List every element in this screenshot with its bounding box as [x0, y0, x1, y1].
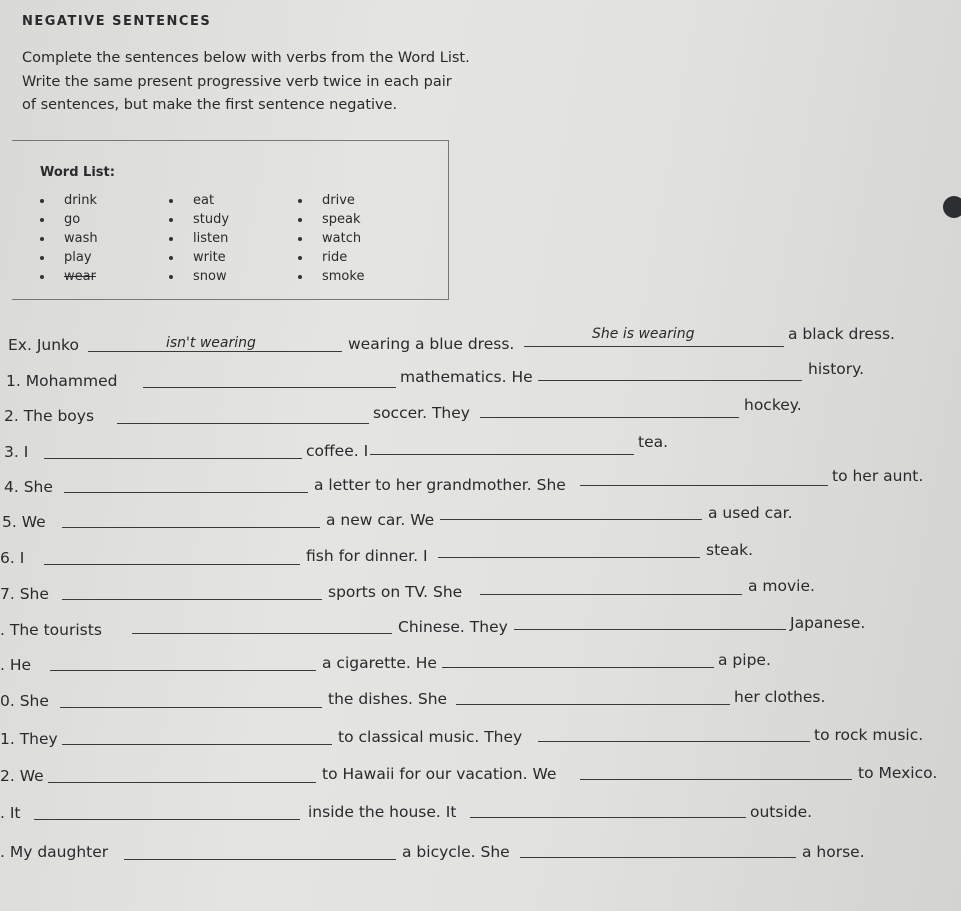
answer-blank[interactable]: [34, 819, 300, 820]
sentence-end: a pipe.: [718, 651, 771, 669]
sentence-mid: Chinese. They: [398, 618, 508, 636]
answer-blank[interactable]: [456, 704, 730, 705]
example-end-text: a black dress.: [788, 325, 895, 343]
sentence-start: . It: [0, 804, 21, 822]
answer-blank[interactable]: [524, 346, 784, 347]
answer-blank[interactable]: [470, 817, 746, 818]
answer-blank[interactable]: [514, 629, 786, 630]
answer-blank[interactable]: [580, 485, 828, 486]
sentence-start: 2. We: [0, 767, 44, 785]
answer-blank[interactable]: [62, 527, 320, 528]
instruction-line-3: of sentences, but make the first sentence negative.: [22, 97, 398, 113]
answer-blank[interactable]: [117, 423, 369, 424]
sentence-mid: inside the house. It: [308, 803, 457, 821]
instruction-line-2: Write the same present progressive verb twice in each pair: [22, 74, 452, 90]
word-item: go: [40, 212, 80, 227]
answer-blank[interactable]: [480, 417, 739, 418]
sentence-mid: a new car. We: [326, 511, 435, 529]
sentence-mid: coffee. I: [306, 442, 369, 460]
answer-blank[interactable]: [143, 387, 396, 388]
sentence-end: Japanese.: [790, 614, 866, 632]
sentence-start: 1. Mohammed: [6, 372, 118, 390]
word-item: play: [40, 250, 92, 265]
word-list-heading: Word List:: [40, 165, 115, 180]
word-item: listen: [169, 231, 228, 246]
sentence-mid: to Hawaii for our vacation. We: [322, 765, 557, 783]
sentence-mid: mathematics. He: [400, 368, 533, 386]
word-item-crossed: wear: [40, 269, 96, 284]
answer-blank[interactable]: [520, 857, 796, 858]
answer-blank[interactable]: [538, 741, 810, 742]
answer-blank[interactable]: [370, 454, 634, 455]
example-answer-2: She is wearing: [592, 326, 695, 342]
sentence-start: 3. I: [4, 443, 29, 461]
word-item: smoke: [298, 269, 364, 284]
sentence-end: tea.: [638, 433, 669, 451]
answer-blank[interactable]: [124, 859, 396, 860]
sentence-mid: to classical music. They: [338, 728, 523, 746]
sentence-mid: a letter to her grandmother. She: [314, 476, 566, 494]
sentence-start: . My daughter: [0, 843, 109, 861]
sentence-end: a used car.: [708, 504, 793, 522]
sentence-end: outside.: [750, 803, 813, 821]
answer-blank[interactable]: [64, 492, 308, 493]
sentence-end: history.: [808, 360, 865, 378]
sentence-start: 0. She: [0, 692, 49, 710]
word-item: wash: [40, 231, 98, 246]
answer-blank[interactable]: [50, 670, 316, 671]
example-answer-1: isn't wearing: [166, 335, 256, 351]
sentence-end: a horse.: [802, 843, 865, 861]
example-mid-text: wearing a blue dress.: [348, 335, 515, 353]
instruction-line-1: Complete the sentences below with verbs from the Word List.: [22, 50, 470, 66]
answer-blank[interactable]: [44, 458, 302, 459]
sentence-start: 7. She: [0, 585, 49, 603]
sentence-end: hockey.: [744, 396, 802, 414]
answer-blank[interactable]: [44, 564, 300, 565]
sentence-end: a movie.: [748, 577, 815, 595]
sentence-end: to Mexico.: [858, 764, 938, 782]
word-item: ride: [298, 250, 347, 265]
word-item: snow: [169, 269, 227, 284]
word-item: study: [169, 212, 229, 227]
sentence-start: . The tourists: [0, 621, 102, 639]
sentence-mid: a cigarette. He: [322, 654, 437, 672]
sentence-end: steak.: [706, 541, 754, 559]
word-item: drink: [40, 193, 97, 208]
example-label: Ex. Junko: [8, 336, 79, 354]
sentence-end: to her aunt.: [832, 467, 924, 485]
sentence-start: . He: [0, 656, 32, 674]
answer-blank[interactable]: [438, 557, 700, 558]
answer-blank[interactable]: [440, 519, 702, 520]
sentence-end: to rock music.: [814, 726, 924, 744]
binder-hole-icon: [943, 196, 961, 218]
sentence-end: her clothes.: [734, 688, 826, 706]
sentence-mid: soccer. They: [373, 404, 470, 422]
answer-blank[interactable]: [480, 594, 742, 595]
sentence-mid: fish for dinner. I: [306, 547, 428, 565]
answer-blank[interactable]: [132, 633, 392, 634]
sentence-mid: sports on TV. She: [328, 583, 463, 601]
answer-blank[interactable]: [60, 707, 322, 708]
word-item: eat: [169, 193, 214, 208]
word-item: speak: [298, 212, 361, 227]
word-item: watch: [298, 231, 361, 246]
sentence-mid: the dishes. She: [328, 690, 448, 708]
sentence-start: 1. They: [0, 730, 58, 748]
sentence-start: 6. I: [0, 549, 25, 567]
sentence-start: 4. She: [4, 478, 53, 496]
page-title: NEGATIVE SENTENCES: [22, 14, 212, 29]
answer-blank[interactable]: [580, 779, 852, 780]
word-item: drive: [298, 193, 355, 208]
answer-blank[interactable]: [442, 667, 714, 668]
answer-blank[interactable]: [88, 351, 342, 352]
word-item: write: [169, 250, 226, 265]
sentence-start: 2. The boys: [4, 407, 95, 425]
answer-blank[interactable]: [62, 599, 322, 600]
answer-blank[interactable]: [62, 744, 332, 745]
sentence-start: 5. We: [2, 513, 46, 531]
answer-blank[interactable]: [538, 380, 802, 381]
sentence-mid: a bicycle. She: [402, 843, 510, 861]
answer-blank[interactable]: [48, 782, 316, 783]
